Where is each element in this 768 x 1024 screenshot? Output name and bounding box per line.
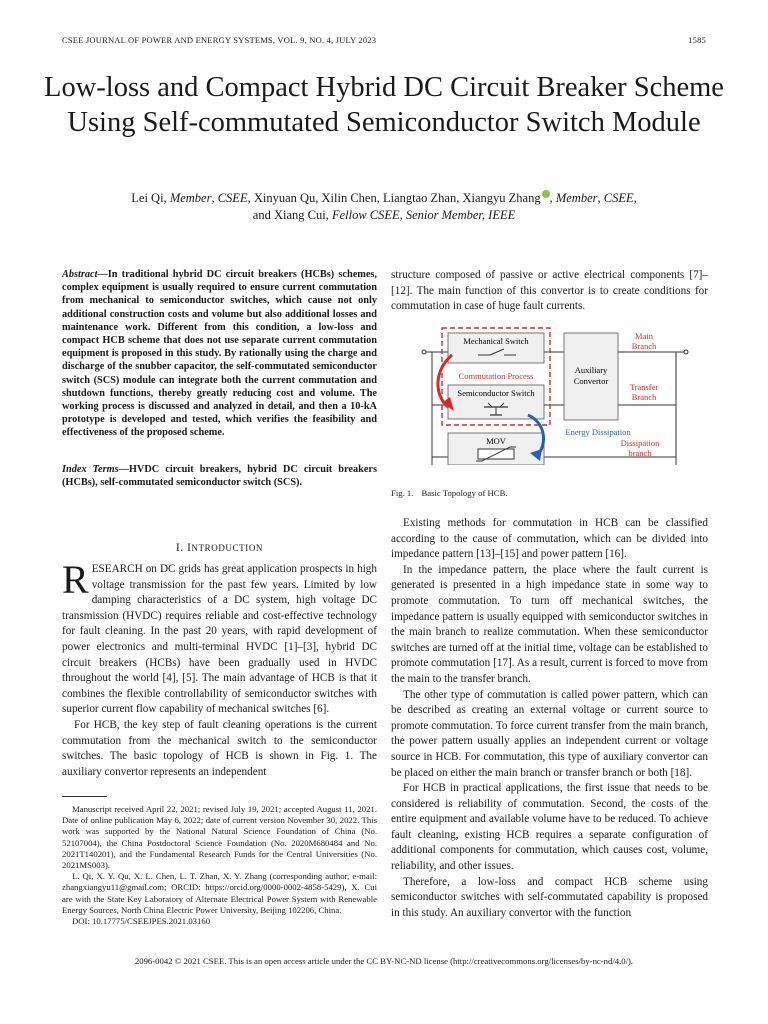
intro-paragraph-1: RESEARCH on DC grids has great application prospects in high voltage transmission for the past few years. Limited by low damping characteristics of a DC system, high voltage DC transmission (HVDC) requires reliable and cost-effective technology for fault cleaning. In the past 20 years, with rapid development of power electronics and multi-terminal HVDC [1]–[3], hybrid DC circuit breakers (HCBs) have been gradually used in HVDC throughout the world [4], [5]. The main advantage of HCB is that it combines the flexible controllability of semiconductor switches with superior current flow capability of mechanical switches [6]. <box>62 557 377 716</box>
body-paragraph-3: The other type of commutation is called power pattern, which can be described as creating an external voltage or current source to promote commutation. To force current transfer from the main branch, the power pattern usually applies an independent current or voltage source in HCB. For commutation, this type of auxiliary convertor can be placed on either the main branch or transfer branch or both [18]. <box>391 688 708 779</box>
journal-name: CSEE JOURNAL OF POWER AND ENERGY SYSTEMS, VOL. 9, NO. 4, JULY 2023 <box>62 35 377 45</box>
orcid-icon[interactable] <box>542 190 550 198</box>
dissipation-branch-label: branch <box>628 448 652 458</box>
section-heading-introduction: I. INTRODUCTION <box>175 542 264 554</box>
dissipation-label: Dissipation <box>620 438 660 448</box>
footnotes <box>62 804 377 927</box>
transfer-label: Transfer <box>629 382 659 392</box>
convertor-label: Convertor <box>573 376 609 386</box>
mov-label: MOV <box>486 436 506 446</box>
mechanical-switch-label: Mechanical Switch <box>463 336 529 346</box>
semiconductor-switch-box <box>448 385 544 419</box>
abstract: Abstract—In traditional hybrid DC circuit breakers (HCBs) schemes, complex equipment is usually required to ensure current commutation from mechanical to semiconductor switches, which cause not only additional construction costs and volume but also additional losses and maintenance work. Different from this condition, a low-loss and compact HCB scheme that does not use separate current commutation equipment is proposed in this study. By rationally using the charge and discharge of the snubber capacitor, the self-commutated semiconductor switch (SCS) module can integrate both the current commutation and shutdown functions, thereby greatly reducing cost and volume. The working process is discussed and analyzed in detail, and then a 10-kA prototype is developed and tested, which verifies the feasibility and effectiveness of the proposed scheme. <box>62 269 377 439</box>
body-paragraph-5: Therefore, a low-loss and compact HCB scheme using semiconductor switches with self-commutated capability is proposed in this study. An auxiliary convertor with the function <box>391 875 708 919</box>
running-header <box>62 35 706 49</box>
drop-cap: R <box>62 557 89 602</box>
paper-title: Low-loss and Compact Hybrid DC Circuit Breaker Scheme Using Self-commutated Semiconductor Switch Module <box>44 72 724 138</box>
author-line-2: and Xiang Cui, Fellow CSEE, Senior Member, IEEE <box>252 208 516 222</box>
introduction-body <box>62 557 377 780</box>
main-label: Main <box>635 331 653 341</box>
footnote-manuscript: Manuscript received April 22, 2021; revised July 19, 2021; accepted August 11, 2021. Date of online publication May 6, 2022; date of current version November 30, 2022. This work was supported by the National Natural Science Foundation of China (No. 52107004), the China Postdoctoral Science Foundation (No. 2020M680484 and No. 2021T140201), and the Fundamental Research Funds for the Central Universities (No. 2021MS003). <box>62 804 377 871</box>
footnote-doi[interactable]: DOI: 10.17775/CSEEJPES.2021.03160 <box>72 916 211 927</box>
author-list <box>50 190 718 224</box>
index-terms: Index Terms—HVDC circuit breakers, hybrid DC circuit breakers (HCBs), self-commutated semiconductor switch (SCS). <box>62 464 377 489</box>
mechanical-switch-box <box>448 333 544 363</box>
mov-box <box>448 433 544 465</box>
right-column-intro-continued: structure composed of passive or active electrical components [7]–[12]. The main function of this convertor is to create conditions for commutation in case of huge fault currents. <box>391 269 708 313</box>
auxiliary-label: Auxiliary <box>574 365 608 375</box>
figure-hcb-topology <box>418 325 692 465</box>
footnote-divider <box>62 796 107 797</box>
semiconductor-switch-label: Semiconductor Switch <box>457 388 535 398</box>
right-column-body <box>391 516 708 921</box>
page-number: 1585 <box>688 35 706 45</box>
body-paragraph-1: Existing methods for commutation in HCB can be classified according to the cause of commutation, which can be divided into impedance pattern [13]–[15] and power pattern [16]. <box>391 517 708 561</box>
body-paragraph-4: For HCB in practical applications, the first issue that needs to be considered is reliability of commutation. Second, the costs of the entire equipment and available volume have to be reduced. To achieve fault cleaning, existing HCB requires a separate configuration of additional components for commutation, which causes cost, volume, reliability, and other issues. <box>391 782 708 873</box>
energy-dissipation-label: Energy Dissipation <box>565 427 631 437</box>
figure-caption: Fig. 1. Basic Topology of HCB. <box>391 488 508 498</box>
body-paragraph-2: In the impedance pattern, the place where the fault current is generated is presented in a high impedance state in some way to promote commutation. To turn off mechanical switches, the impedance pattern is usually equipped with semiconductor switches in the main branch to realize commutation. When these semiconductor switches are turned off at the initial time, voltage can be established to promote commutation [17]. As a result, current is forced to move from the main to the transfer branch. <box>391 563 708 685</box>
license-footer: 2096-0042 © 2021 CSEE. This is an open access article under the CC BY-NC-ND license (http://creativecommons.org/licenses/by-nc-nd/4.0/). <box>134 956 634 966</box>
intro-paragraph-2: For HCB, the key step of fault cleaning operations is the current commutation from the mechanical switch to the semiconductor switches. The basic topology of HCB is shown in Fig. 1. The auxiliary convertor represents an independent <box>62 718 377 778</box>
commutation-process-label: Commutation Process <box>458 371 534 381</box>
main-branch-label: Branch <box>631 341 657 351</box>
transfer-branch-label: Branch <box>631 392 657 402</box>
author-line-1: Lei Qi, Member, CSEE, Xinyuan Qu, Xilin Chen, Liangtao Zhan, Xiangyu Zhang , Member, CSEE, <box>131 191 637 205</box>
auxiliary-convertor-box <box>564 333 618 420</box>
footnote-authors: L. Qi, X. Y. Qu, X. L. Chen, L. T. Zhan, X. Y. Zhang (corresponding author, e-mail: zhangxiangyu11@gmail.com; ORCID: https://orcid.org/0000-0002-4858-5429), X. Cui are with the State Key Laboratory of Alternate Electrical Power System with Renewable Energy Sources, North China Electric Power University, Beijing 102206, China. <box>62 871 377 915</box>
